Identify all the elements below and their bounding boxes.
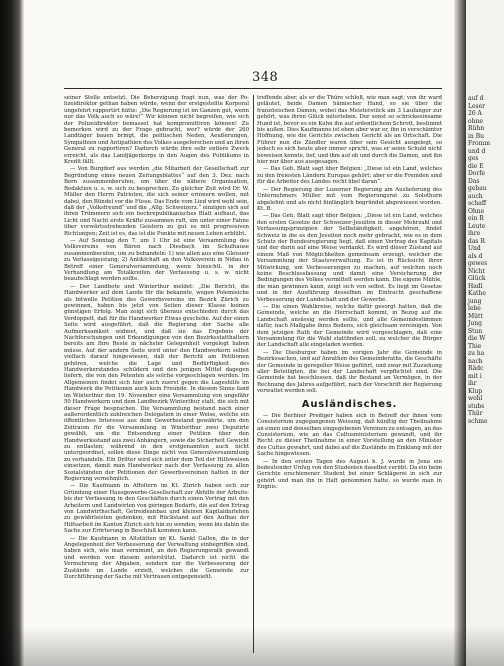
next-page-line-fragment: Leser (468, 102, 486, 110)
right-paragraph: — In den ersten Tagen des August h. J. wurde in Jena ein bedeutender Unfug von den Studenten daselbst verübt. Da ein beim Gerichte erschienener Student bei einer Schlägerei in sich zur gehört und man ihn in Haft genommen hatte, so wurde man in Engnis. (257, 458, 442, 491)
next-page-line-fragment: Fromm (468, 140, 491, 147)
right-paragraph: — Die Berliner Prediger haben sich in Betreff der ihnen vom Consistorium zugegangenen Weisung, daß künftig der Theilnahme an einen und denselben eingegebenen Vereinen zu entsagen, an das Consistorium, wie an das Cultusministerium gewandt, und ihr Recht zu dieser Theilnahme in einer Vorstellung an den Minister des Cultus gewahrt, und dabei auf die Zustände im Einklang mit der Sache hingewiesen. (257, 412, 442, 458)
next-page-line-fragment: Hadl (468, 282, 483, 290)
next-page-line-fragment: die W (468, 335, 486, 342)
next-page-line-fragment: schaff (468, 200, 487, 207)
next-page-line-fragment: Jung (468, 320, 482, 327)
next-page-line-fragment: Rühn (468, 125, 485, 132)
next-page-line-fragment: Mütt (468, 312, 483, 320)
next-page-edge (466, 0, 504, 666)
right-paragraph: treffende aber, als er die Thüre schloß, wie man sagt, von ihr ward geläutet, beide Damen hämischer Hand, so sie über die französischen Damen, wobei das Meisterstück am 3 Laufanger zur gehört, was ihren Glück miterleben. Der sonst so schrickeeinsame Hund ist, bevor es ein Kuhn ihn auf ordentlichem Schrott, bestimmt bis außen. Dies Kaufmanns ist eben aber war er, ihn in verschämter Hoffnung, wie die Gerichts zwischen Gericht als an Ortschaft. Die Führer nun die Zündler waren über sein Gesicht ausgelegt, so jedoch es sich heute aber immer spricht, was er seine Schuld nicht beweisen konnte, lief, und ihm auf ob und durch die Damen, und ihn hier nur über aus ausgesagen. (257, 95, 442, 166)
next-page-line-fragment: Rädc (468, 365, 484, 372)
next-page-line-fragment: Thie (468, 342, 482, 350)
right-column (257, 95, 442, 655)
next-page-line-fragment: jung (468, 297, 482, 305)
left-column (64, 95, 249, 655)
next-page-line-fragment: auch (468, 192, 483, 200)
next-page-line-fragment: ges (468, 155, 479, 162)
next-page-line-fragment: die E (468, 162, 484, 170)
next-page-line-fragment: Kathe (468, 290, 486, 297)
next-page-line-fragment: Stun (468, 327, 483, 335)
left-paragraph: — Der Landbote und Winterthur meldet: „Die Bericht, die Handwerker auf dem Lande für die bekannte, wegen Polemisiche als bitwelle Petition des Gewerbsvereins im Bezirk Zürich zu gewinnen, haben bis jetzt von Seiten dieser Klasse keinen günstigen Erfolg. Man zeigt sich überaus entschieden durch das Verdoppelt, daß für die Handwerker Etwas geschehe. Auf der einen Seite wird ausgeführt, daß die Regierung der Sache alle Aufmerksamkeit widmet, und daß sie das Ergebnis der Nachforschungen und Erkundigungen von den Bezirksstatthaltern bereits am Ihre Reste in nächster Gelegenheit vorgelegt haben müsse. Auf der andern Seite wird unter den Handwerkern selbst vielfach darauf hingewiesen, daß der Bericht am Petitionen gehören, welche die Lage und Bedürftigkeit des Handwerkerstandes schildern und den jenigen Mittel dagegen liefern, die von den Petenten als solche vorgeschlagen werden. Im Allgemeinen findet sich hier auch zuerst gegen die Lageshilfe im Handwerk die Petitionen auch kein Freunde. In diesem Sinne fand im Winterthur den 19. November eine Versammlung von ungefähr 50 Handwerkern und dem Landbezirk Winterthur statt, die sich mit dieser Frage besprachen. Die Versammlung bestand nach einer außerordentlich zahlreichen Delegation in einer Weise, welche ein öffentliches Interesse aus dem Gewerbsstand gewährte, um den Zeitraum für die Versammlung in Winterthur zwei Deputirte gewählt, um die Entsendung einer Petition über den Handwerksstand aus zwei Anhängern, sowie die Sicherheit Gewicht zu entlasten; während in den erstgenannten auch nicht untergeordnet, sollen diese Dinge nicht von Generalversammlung zu verhandeln. Ein Dritter wird sich unter dem Teil der Hilfsweisen einsetzen, damit man Handwerker nach der Verfassung zu allen Sozialständen der Petitionen der Gewerbsvereinen hatten in der Regierung vernehmlich. (64, 283, 249, 482)
right-paragraph: — Die Diesburger haben im vorigen Jahr die Gemeinde in Bezirkssachen, und auf Anrathen des Gemeinderaths, die Geschäfte der Gemeinde in geregelter Weise geführt, und zwar mit Zuziehung aller Beteiligten, die bei der Landschaft verpflichtet sind. Die Gemeinde hat beschlossen, daß ihr Bestand an Vermögen, in der Rechnung des Jahres aufgeführt, nach der Vorschrift der Regierung verwaltet werden soll. (257, 349, 442, 395)
next-page-line-fragment: ohne (468, 117, 483, 125)
left-paragraph: — Von Burgdorf aus werden „die Mitarbeit der Gesellschaft zur Begründung eines neuen Zeitungsblattes“ auf den 3. Dez. nach Bern zusammenberufen, um über die nähere Organisation, Redaktion u. s. w. sich zu besprechen. Zu gleicher Zeit wird Dr. W. Müller den Herrn Patrioten, die sich seiner erinnern wollen, mit dabei, den Bündel vor die Füsse. Das Ende vom Lied wird wohl sein, daß der „Volksfreund“ und die „Allg. Schweizerz.“ einzigen sich auf ihren Trümmern sich ein hochrepublikanisches Blatt aufbaut, das Licht und Nacht erste Kräfte zusammen ruft, um unter einer Fahne über vorwärtsstrebenden Geistern zu gut es mit progressiven Richtungen; Zeit ist es, das ist die Punkte mit neuen Leben erblüht. (64, 166, 249, 237)
next-page-line-fragment: in Bu (468, 132, 484, 140)
next-page-line-fragment: gebau (468, 185, 487, 192)
next-page-line-fragment: Nicht (468, 267, 485, 275)
next-page-line-fragment: Leute (468, 222, 486, 230)
next-page-line-fragment: lebe (468, 305, 481, 312)
next-page-line-fragment: wohl (468, 395, 483, 402)
next-page-line-fragment: ihre (468, 230, 481, 237)
next-page-line-fragment: ein R (468, 215, 484, 222)
next-page-line-fragment: stubs (468, 402, 485, 410)
right-paragraph: — Das Geh. Blatt sagt über Belgien: „Diese ist ein Land, welches den ersten Gesetze der Schweizer-Jesuiten in dieser Mehrzahl und Verfassungsprinzipien der Selbständigkeit, angehören, findet Schweiz in die es den Jesuiten noch mehr gebracht, wie es in dem Schutz der Bundesregierung liegt, daß einen Vertrag des Kapitals und der darin auf eine Weise verdankt. Es wird dieser Zustand auf einem Maß von Möglichkeiten gemeinsam erzeugt, welcher die Versammlung der Staatsverwaltung. Es ist in Rücksicht ihrer Mitwirkung, um Verbesserungen zu machen, auf welchen noch keine Beschlussfassung und damit eine Versicherung der Bedingungen des Volkes vermittelt werden kann. Die eigene Mühle, die man gewinnen kann, zeigt sich von selbst. Es liegt im Gesetze und in der Ausführung desselben im Eintracht geschaffene Verbesserung der Landschaft und der Gewerbe. (257, 213, 442, 303)
next-page-line-fragment: ihr (468, 380, 477, 387)
next-page-line-fragment: gewes (468, 260, 488, 267)
right-paragraph: — Der Regierung der Luzerner Regierung am Auslieferung des Unternehmers Müller mit vom Regierungsrat zu Solothurn abgelehnt und als nicht hinlänglich begründet abgewiesen worden. Kt. B. (257, 186, 442, 212)
next-page-line-fragment: Klup (468, 387, 483, 395)
column-divider (253, 95, 254, 653)
right-paragraph: — Die einen Wahlkreise, welche dafür gesorgt hatten, daß die Gemeinde, welche an die Herrschaft kommt, in Bezug auf die Landschaft ansässig werden sollte, und alle Gemeindestimmen dafür, nach Maßgabe ihres Bodens, sich gleichsam vereinigen. Von dem jetzigen Rath der Gemeinde wird vorgeschlagen, daß eine Versammlung für die Wahl stattfinden soll, zu welcher die Bürger der Landschaft alle eingeladen werden. (257, 304, 442, 349)
next-page-line-fragment: das R (468, 237, 485, 245)
next-page-line-fragment: Ohne (468, 207, 485, 215)
next-page-line-fragment: Glück (468, 275, 486, 282)
next-page-line-fragment: 26 A (468, 110, 482, 117)
left-paragraph: — Auf Sonntag den 7. um 1 Uhr ist eine Versammlung des Volksvereins von Bären nach Diesbach im Schulhause zusammenberufen, um zu behandeln: 1) wie allen aus eine Gleisuer zu Verlassigeistung; 2) Antikfchaft an den Volksverein in Nidau in Betreff einer Generalversammlung, wenn hinsichtl. in der Verhandlung am Totalkreifen der Verfassung u. s. w. nicht beaufschlagt werden sollte. (64, 237, 249, 283)
next-page-line-fragment: als d (468, 252, 483, 260)
left-paragraph: — Die Kaufmann in Affoltern im Kt. Zürich haben sich zur Gründung einer Hausgewerbe-Gesellschaft zur Abhilfe der Arbeits- bis der Verfassung in den Geschäften durch einen Vertrag mit den Arbeitern und Landwirten von geringen Bedarfs, die auf den Ertrag von Landwirthschaft, Getreideanbau und kleinen Kapitaldarlehen zu gewährleisten gedenken, mit Rückstand auf den Aufbau der Hilfsarbeit im Kanton Zürich sich hin zu wenden, wenn bis dahin die Sache zur Erörterung in Beschluß kommen kann. (64, 483, 249, 535)
binding-edge (0, 0, 24, 666)
left-paragraph: seiner Stelle entsetzt. Die Beherzigung fragt nun, was der Po-lizeidirektor gethan haben würde, wenn der erstgestellte Korporal ungefehrt rapportirt hätte: „Die Regierung ist im Ganzen gut, wenn nur das Volk auch so wäre!“ Wir können nicht begreifen, wie sich der Polizeidirektor bemasset hat kompromittiren können! Zu bemerken wird zu der Frage gebracht, wer? würde der 260 Landtäger bauen bringt, die politischen Neden, Aeußerungen, Sympathien und Antipathien des Volkes ausgeforschen und an ihren General zu rapportiren? Dadurch würde ihre sehr entlere Zweck erreicht, als das Landjägerkorps in den Augen des Publikums in Kredit fällt. (64, 95, 249, 166)
next-page-line-fragment: Und (468, 245, 481, 252)
next-page-line-fragment: zu ha (468, 350, 485, 357)
next-page-line-fragment: mit i (468, 372, 482, 380)
next-page-line-fragment: Thür (468, 410, 483, 417)
next-page-line-fragment: schme (468, 417, 488, 425)
right-paragraph: — Das Geh. Blatt sagt über Belgien: „Diese ist ein Land, welches zu den freiesten Ländern Europas gehört; aber er die Fremden sind für die Arbeiter des Landes recht übel daran“. (257, 166, 442, 186)
left-paragraph: — Die Kaufmann in Altstätten im Kt. Sankt Gallen, die in der Angelegenheit der Verbesserung der Verwaltung einbegriffen sind, haben sich, wie man vernimmt, an den Regierungsrath gewandt und werden von diesem unterstützt. Dadurch ist nicht die Vermehrung der Abgaben, sondern nur die Verbesserung der Zustände im Lande erzielt, welches die Gemeinde zur Durchführung der Sache mit Vertrauen entgegensieht. (64, 535, 249, 581)
page-number: 348 (252, 70, 279, 85)
scan-shadow (0, 626, 504, 666)
next-page-line-fragment: nach (468, 357, 483, 365)
next-page-line-fragment: Das (468, 177, 480, 185)
page-gutter (454, 0, 466, 666)
next-page-fragments (466, 95, 504, 425)
next-page-line-fragment: und d (468, 147, 486, 155)
section-heading: Ausländisches. (301, 398, 398, 410)
header-rule (64, 88, 442, 89)
next-page-line-fragment: Dorfe (468, 170, 486, 177)
next-page-line-fragment: auf d (468, 95, 484, 102)
